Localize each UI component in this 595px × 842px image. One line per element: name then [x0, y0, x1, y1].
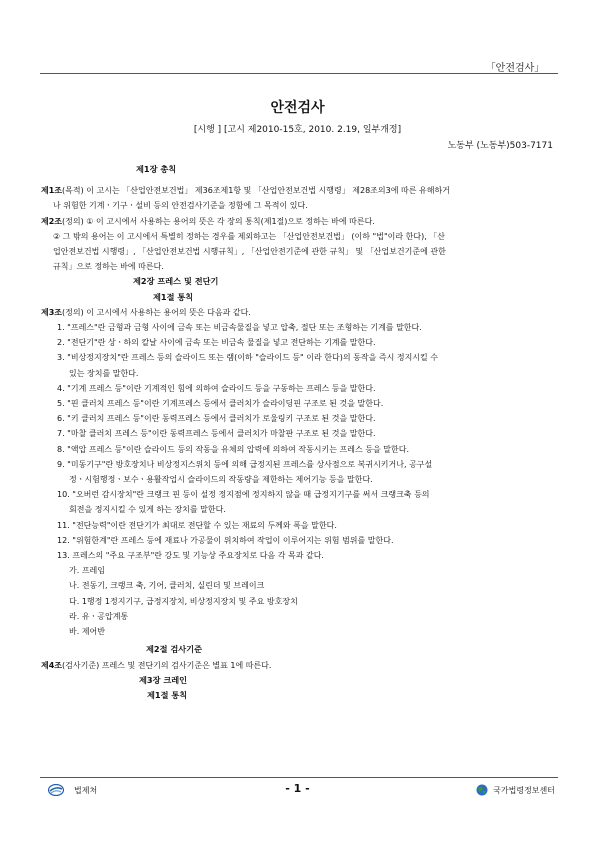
chapter-heading: 제1장 총칙: [136, 164, 177, 174]
definition-subitem: 가. 프레임: [69, 566, 105, 576]
definition-item: 9. "미동기구"란 방호장치나 비상정지스위치 등에 의해 급정지된 프레스를 상사점으로 복귀시키거나, 공구설: [57, 459, 433, 469]
chapter-heading: 제2장 프레스 및 전단기: [133, 276, 219, 287]
article-number: 제4조: [41, 660, 63, 670]
article-text: (정의) 이 고시에서 사용하는 용어의 뜻은 다음과 같다.: [62, 307, 251, 317]
definition-item: 12. "위험한계"란 프레스 등에 재료나 가공물이 위치하여 작업이 이루어지는 위험 범위를 말한다.: [57, 535, 394, 545]
article-number: 제3조: [41, 307, 63, 317]
globe-icon: [476, 784, 488, 796]
document-title: 안전검사: [270, 100, 325, 116]
article-number: 제2조: [41, 216, 63, 226]
definition-item: 4. "기계 프레스 등"이란 기계적인 힘에 의하여 슬라이드 등을 구동하는 프레스 등을 말한다.: [57, 383, 376, 393]
chapter-heading: 제3장 크레인: [139, 674, 188, 685]
definition-subitem: 다. 1행정 1정지기구, 급정지장치, 비상정지장치 및 주요 방호장치: [69, 596, 298, 606]
article-number: 제1조: [41, 186, 63, 196]
footer-right: [476, 784, 555, 796]
definition-item: 8. "액압 프레스 등"이란 슬라이드 등의 작동을 유체의 압력에 의하여 작동시키는 프레스 등을 말한다.: [57, 444, 409, 454]
definition-item: 13. 프레스의 "주요 구조부"란 강도 및 기능상 주요장치로 다음 각 목과 같다.: [57, 551, 324, 561]
definition-item-continuation: 회전을 정지시킬 수 있게 하는 장치를 말한다.: [69, 505, 226, 515]
ministry-contact: 노동부 (노동부)503-7171: [447, 141, 553, 151]
article-1: [41, 183, 561, 198]
document-body: [41, 162, 561, 703]
article-2-continuation: 규칙」으로 정하는 바에 따른다.: [53, 262, 164, 272]
definition-item: 10. "오버런 감시장치"란 크랭크 핀 등이 설정 정지점에 정지하지 않을 때 급정지기구를 써서 크랭크축 등의: [57, 490, 430, 500]
enactment-info: [시행 ] [고시 제2010-15호, 2010. 2.19, 일부개정]: [193, 125, 402, 135]
article-2: [41, 214, 561, 229]
definition-item-continuation: 있는 장치를 말한다.: [69, 368, 139, 378]
definition-item: 2. "전단기"란 상ㆍ하의 칼날 사이에 금속 또는 비금속 물질을 넣고 전단하는 기계를 말한다.: [57, 338, 376, 348]
definition-item: 3. "비상정지장치"란 프레스 등의 슬라이드 또는 램(이하 "슬라이드 등" 이라 한다)의 동작을 즉시 정지시킬 수: [57, 353, 439, 363]
section-heading: 제2절 검사기준: [146, 644, 203, 655]
article-text: (정의) ① 이 고시에서 사용하는 용어의 뜻은 각 장의 통칙(제1절)으로 정하는 바에 따른다.: [62, 216, 375, 226]
article-1-continuation: 나 위험한 기계ㆍ기구ㆍ설비 등의 안전검사기준을 정함에 그 목적이 있다.: [53, 201, 308, 211]
header-rule: [40, 73, 558, 74]
article-text: (목적) 이 고시는 「산업안전보건법」 제36조제1항 및 「산업안전보건법 시행령」 제28조의3에 따른 유해하거: [62, 186, 450, 196]
footer-right-label: 국가법령정보센터: [493, 785, 555, 795]
footer-left-label: 법제처: [74, 785, 98, 795]
header-tag: 「안전검사」: [485, 63, 545, 74]
section-heading: 제1절 통칙: [147, 689, 188, 700]
definition-subitem: 나. 전동기, 크랭크 축, 기어, 클러치, 실린더 및 브레이크: [69, 581, 265, 591]
article-text: (검사기준) 프레스 및 전단기의 검사기준은 별표 1에 따른다.: [62, 660, 272, 670]
page-number: - 1 -: [285, 782, 310, 795]
definition-item: 6. "키 클러치 프레스 등"이란 동력프레스 등에서 클러치가 로울링키 구조로 된 것을 말한다.: [57, 414, 376, 424]
definition-item: 11. "전단능력"이란 전단기가 최대로 전단할 수 있는 재료의 두께와 폭을 말한다.: [57, 520, 337, 530]
definition-subitem: 바. 제어반: [69, 627, 105, 637]
definition-item-continuation: 정ㆍ시험행정ㆍ보수ㆍ용활작업시 슬라이드의 작동량을 제한하는 제어기능 등을 말한다.: [69, 475, 373, 485]
section-heading: 제1절 통칙: [153, 291, 194, 302]
article-2-paragraph-2: ② 그 밖의 용어는 이 고시에서 특별히 정하는 경우를 제외하고는 「산업안전보건법」 (이하 "법"이라 한다), 「산: [53, 231, 446, 241]
article-4: [41, 658, 561, 673]
article-2-continuation: 업안전보건법 시행령」, 「산업안전보건법 시행규칙」, 「산업안전기준에 관한 규칙」 및 「산업보건기준에 관한: [53, 247, 446, 257]
definition-item: 5. "핀 클러치 프레스 등"이란 기계프레스 등에서 클러치가 슬라이딩핀 구조로 된 것을 말한다.: [57, 399, 384, 409]
definition-item: 7. "마찰 클러치 프레스 등"이란 동력프레스 등에서 클러치가 마찰판 구조로 된 것을 말한다.: [57, 429, 376, 439]
footer-rule: [40, 777, 558, 778]
definition-subitem: 라. 유ㆍ공압계통: [69, 611, 129, 621]
article-3: [41, 305, 561, 320]
definition-item: 1. "프레스"란 금형과 금형 사이에 금속 또는 비금속물질을 넣고 압축, 절단 또는 조형하는 기계를 말한다.: [57, 323, 422, 333]
